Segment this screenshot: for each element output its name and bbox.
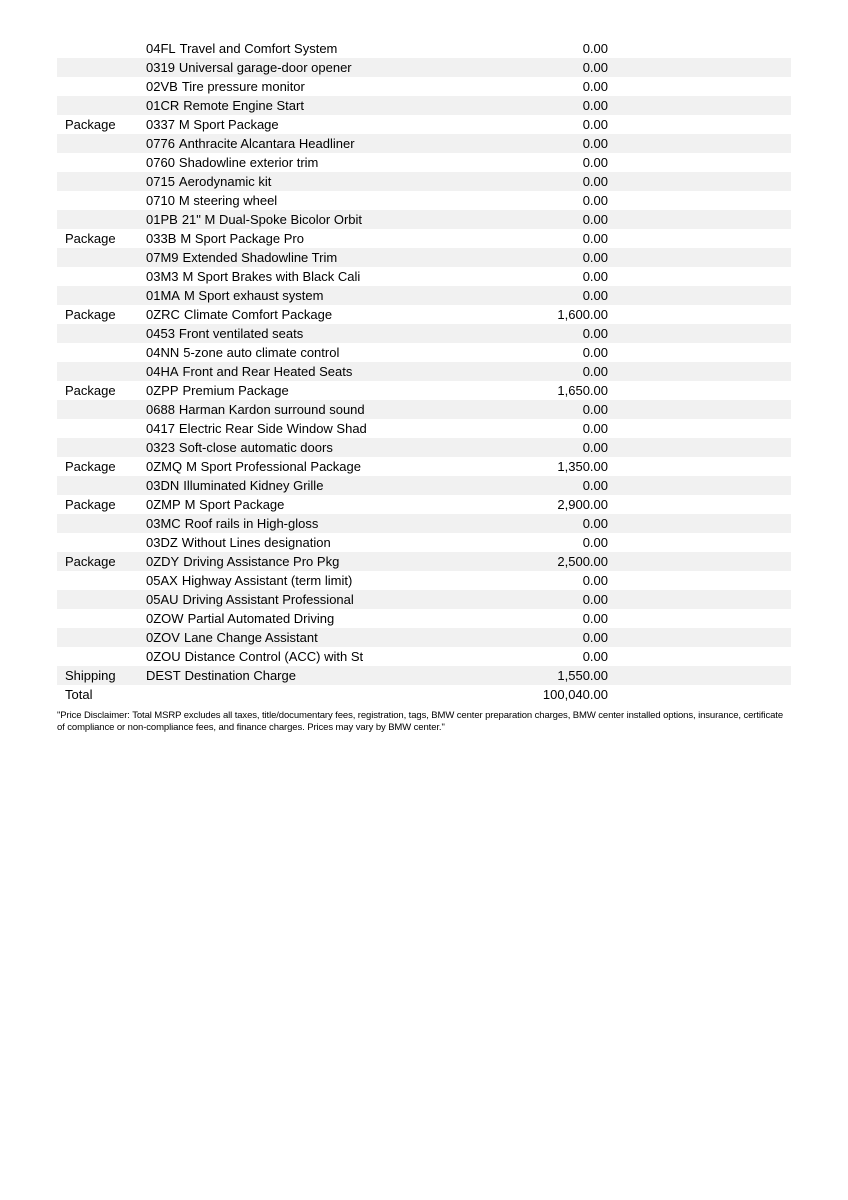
row-price: 0.00 (582, 516, 608, 531)
row-item (146, 286, 479, 305)
row-price: 0.00 (582, 193, 608, 208)
option-code: 0ZMP (146, 497, 181, 512)
row-price: 0.00 (582, 79, 608, 94)
row-item (146, 324, 479, 343)
table-row (57, 96, 791, 115)
row-price: 0.00 (582, 136, 608, 151)
row-price: 2,900.00 (557, 497, 608, 512)
option-code: 0319 (146, 60, 175, 75)
table-row (57, 248, 791, 267)
table-row (57, 590, 791, 609)
row-price: 0.00 (582, 592, 608, 607)
vehicle-options-table (57, 39, 791, 704)
row-price: 2,500.00 (557, 554, 608, 569)
option-description: M Sport Professional Package (186, 459, 361, 474)
option-description: Premium Package (182, 383, 289, 398)
option-description: 21" M Dual-Spoke Bicolor Orbit (181, 212, 362, 227)
row-category: Package (65, 459, 116, 474)
table-row (57, 267, 791, 286)
option-description: Front ventilated seats (178, 326, 304, 341)
table-row (57, 419, 791, 438)
row-item (146, 609, 479, 628)
option-description: Harman Kardon surround sound (178, 402, 365, 417)
table-row (57, 39, 791, 58)
row-price: 0.00 (582, 288, 608, 303)
option-code: 0453 (146, 326, 175, 341)
table-row (57, 514, 791, 533)
option-description: M steering wheel (178, 193, 278, 208)
row-item (146, 191, 479, 210)
row-item (146, 77, 479, 96)
row-item (146, 362, 479, 381)
row-item (146, 305, 479, 324)
option-code: 05AU (146, 592, 179, 607)
option-code: 0323 (146, 440, 175, 455)
table-row (57, 77, 791, 96)
row-item (146, 229, 479, 248)
row-price: 0.00 (582, 269, 608, 284)
table-row (57, 305, 791, 324)
row-item (146, 248, 479, 267)
option-description: Anthracite Alcantara Headliner (178, 136, 355, 151)
table-row (57, 666, 791, 685)
option-code: 0ZPP (146, 383, 179, 398)
row-category: Package (65, 497, 116, 512)
row-category: Package (65, 554, 116, 569)
option-description: Distance Control (ACC) with St (184, 649, 364, 664)
option-description: Lane Change Assistant (183, 630, 318, 645)
table-row (57, 685, 791, 704)
option-code: 05AX (146, 573, 178, 588)
row-item (146, 666, 479, 685)
table-row (57, 647, 791, 666)
row-item (146, 590, 479, 609)
row-item (146, 552, 479, 571)
option-code: 0688 (146, 402, 175, 417)
row-item (146, 533, 479, 552)
row-price: 0.00 (582, 117, 608, 132)
row-price: 0.00 (582, 345, 608, 360)
option-code: 01CR (146, 98, 180, 113)
option-description: Travel and Comfort System (179, 41, 338, 56)
row-price: 0.00 (582, 440, 608, 455)
option-code: 03M3 (146, 269, 179, 284)
option-code: 02VB (146, 79, 178, 94)
row-price: 0.00 (582, 326, 608, 341)
row-item (146, 172, 479, 191)
option-description: Partial Automated Driving (187, 611, 335, 626)
option-description: Shadowline exterior trim (178, 155, 319, 170)
table-row (57, 362, 791, 381)
row-price: 0.00 (582, 364, 608, 379)
row-item (146, 571, 479, 590)
option-code: 07M9 (146, 250, 179, 265)
row-price: 1,350.00 (557, 459, 608, 474)
row-price: 0.00 (582, 573, 608, 588)
row-item (146, 685, 479, 704)
row-item (146, 58, 479, 77)
row-price: 0.00 (582, 155, 608, 170)
table-row (57, 191, 791, 210)
row-category: Package (65, 231, 116, 246)
option-description: M Sport exhaust system (183, 288, 324, 303)
option-code: 0715 (146, 174, 175, 189)
table-row (57, 153, 791, 172)
row-item (146, 419, 479, 438)
option-description: M Sport Package Pro (180, 231, 304, 246)
option-code: 03DZ (146, 535, 178, 550)
row-item (146, 39, 479, 58)
row-category: Package (65, 117, 116, 132)
option-code: 0ZDY (146, 554, 180, 569)
row-price: 1,600.00 (557, 307, 608, 322)
row-price: 0.00 (582, 174, 608, 189)
option-code: 0710 (146, 193, 175, 208)
option-description: Without Lines designation (181, 535, 331, 550)
option-code: 0337 (146, 117, 175, 132)
row-price: 0.00 (582, 60, 608, 75)
option-description: M Sport Brakes with Black Cali (182, 269, 361, 284)
table-row (57, 58, 791, 77)
option-description: Front and Rear Heated Seats (182, 364, 353, 379)
row-category: Package (65, 307, 116, 322)
row-item (146, 400, 479, 419)
table-row (57, 476, 791, 495)
option-description: Remote Engine Start (183, 98, 304, 113)
option-code: 01PB (146, 212, 178, 227)
row-item (146, 381, 479, 400)
row-price: 1,550.00 (557, 668, 608, 683)
row-item (146, 438, 479, 457)
row-price: 0.00 (582, 402, 608, 417)
option-code: 03MC (146, 516, 181, 531)
option-description: Climate Comfort Package (183, 307, 333, 322)
option-code: 033B (146, 231, 177, 246)
option-code: 0ZRC (146, 307, 180, 322)
table-row (57, 381, 791, 400)
table-row (57, 533, 791, 552)
option-code: 0776 (146, 136, 175, 151)
table-row (57, 552, 791, 571)
table-row (57, 438, 791, 457)
table-row (57, 628, 791, 647)
table-row (57, 571, 791, 590)
option-description: Roof rails in High-gloss (184, 516, 319, 531)
table-row (57, 115, 791, 134)
option-description: Illuminated Kidney Grille (183, 478, 324, 493)
option-description: Extended Shadowline Trim (182, 250, 338, 265)
row-price: 0.00 (582, 98, 608, 113)
table-row (57, 172, 791, 191)
table-row (57, 134, 791, 153)
table-row (57, 343, 791, 362)
row-category: Total (65, 687, 93, 702)
option-description: Destination Charge (184, 668, 296, 683)
row-price: 0.00 (582, 41, 608, 56)
row-item (146, 115, 479, 134)
table-row (57, 457, 791, 476)
row-price: 0.00 (582, 231, 608, 246)
option-code: DEST (146, 668, 181, 683)
option-code: 0417 (146, 421, 175, 436)
row-price: 0.00 (582, 611, 608, 626)
row-item (146, 134, 479, 153)
table-row (57, 609, 791, 628)
row-price: 100,040.00 (542, 687, 608, 702)
option-code: 04NN (146, 345, 180, 360)
table-row (57, 495, 791, 514)
table-row (57, 324, 791, 343)
table-row (57, 210, 791, 229)
row-price: 0.00 (582, 421, 608, 436)
row-item (146, 495, 479, 514)
row-item (146, 514, 479, 533)
row-item (146, 153, 479, 172)
row-item (146, 267, 479, 286)
row-price: 0.00 (582, 478, 608, 493)
option-description: Soft-close automatic doors (178, 440, 333, 455)
price-disclaimer: "Price Disclaimer: Total MSRP excludes all taxes, title/documentary fees, registration, tags, BMW center preparation charges, BMW center installed options, insurance, certificate of compliance or non-compliance fees, and finance charges. Prices may vary by BMW center." (57, 710, 784, 733)
table-row (57, 400, 791, 419)
row-price: 1,650.00 (557, 383, 608, 398)
option-description: Tire pressure monitor (181, 79, 305, 94)
row-item (146, 210, 479, 229)
row-price: 0.00 (582, 630, 608, 645)
option-code: 01MA (146, 288, 180, 303)
table-row (57, 286, 791, 305)
option-description: Electric Rear Side Window Shad (178, 421, 367, 436)
row-item (146, 647, 479, 666)
row-price: 0.00 (582, 649, 608, 664)
row-category: Package (65, 383, 116, 398)
row-item (146, 628, 479, 647)
row-item (146, 96, 479, 115)
row-price: 0.00 (582, 212, 608, 227)
option-description: Aerodynamic kit (178, 174, 272, 189)
option-description: M Sport Package (184, 497, 285, 512)
option-code: 0ZOV (146, 630, 180, 645)
option-description: Highway Assistant (term limit) (181, 573, 353, 588)
option-code: 04FL (146, 41, 176, 56)
row-item (146, 476, 479, 495)
table-row (57, 229, 791, 248)
row-item (146, 343, 479, 362)
option-code: 0ZOW (146, 611, 184, 626)
option-description: Driving Assistance Pro Pkg (183, 554, 340, 569)
option-code: 0760 (146, 155, 175, 170)
option-description: Driving Assistant Professional (182, 592, 354, 607)
option-code: 0ZOU (146, 649, 181, 664)
option-description: Universal garage-door opener (178, 60, 352, 75)
option-code: 0ZMQ (146, 459, 183, 474)
row-price: 0.00 (582, 535, 608, 550)
option-description: 5-zone auto climate control (183, 345, 340, 360)
row-item (146, 457, 479, 476)
option-code: 03DN (146, 478, 180, 493)
row-category: Shipping (65, 668, 116, 683)
row-price: 0.00 (582, 250, 608, 265)
option-code: 04HA (146, 364, 179, 379)
option-description: M Sport Package (178, 117, 279, 132)
